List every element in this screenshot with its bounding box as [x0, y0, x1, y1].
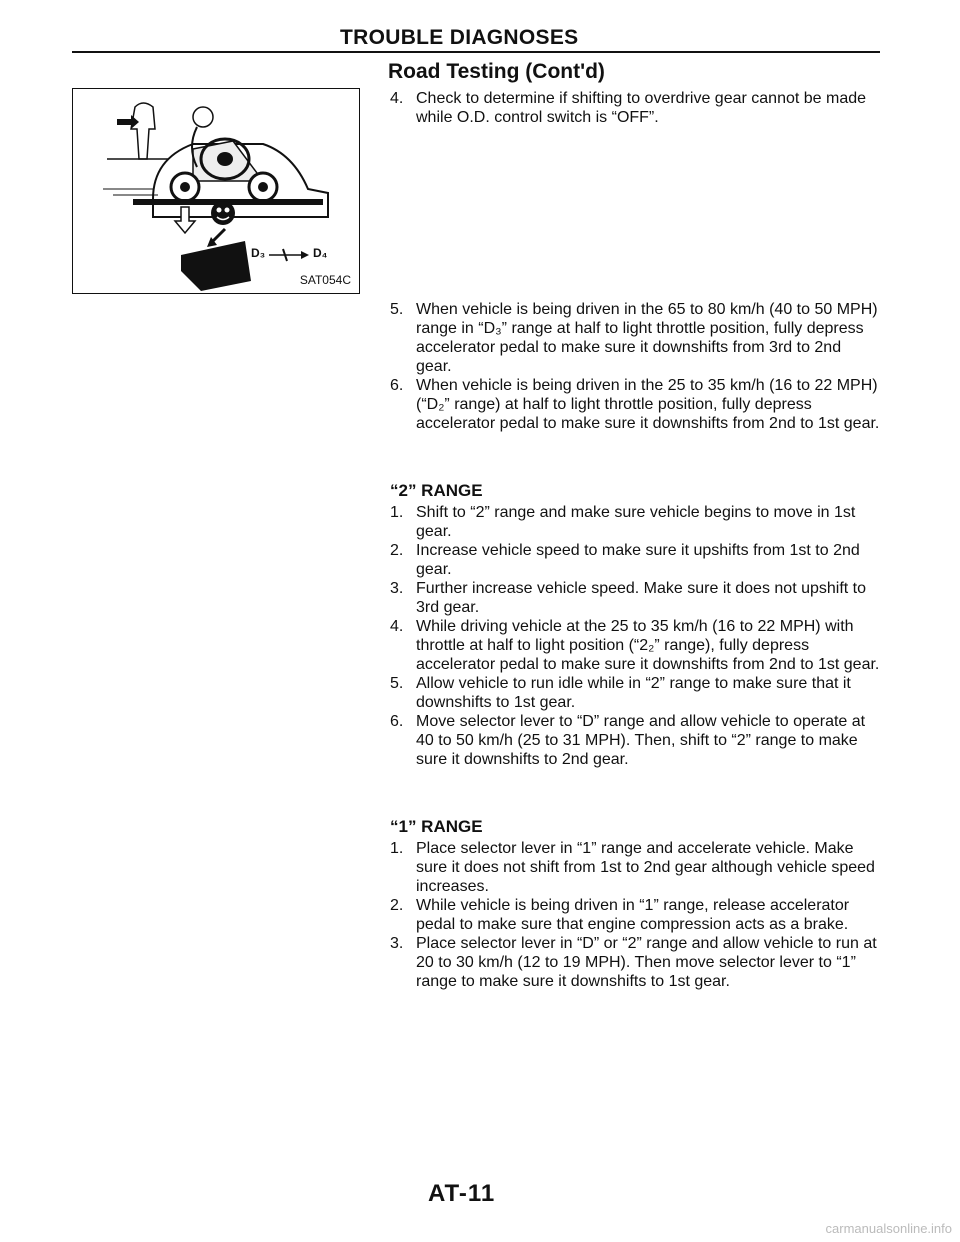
item-text: Allow vehicle to run idle while in “2” range to make sure that it downshifts to 1st gear. — [416, 675, 851, 711]
figure-label-d4: D₄ — [313, 246, 328, 260]
list-item — [390, 896, 880, 934]
range-2-heading: “2” RANGE — [390, 481, 483, 500]
list-item — [390, 579, 880, 617]
item-number: 4. — [390, 618, 404, 635]
item-text: When vehicle is being driven in the 25 to 35 km/h (16 to 22 MPH) (“D₂” range) at half to light throttle position, fully depress accelerator pedal to make sure it downshifts from 2nd to 1st gear. — [416, 377, 880, 432]
car-overdrive-switch-illustration-icon — [73, 89, 361, 295]
d-range-list — [390, 300, 880, 433]
item-number: 5. — [390, 301, 404, 318]
figure-box — [72, 88, 360, 294]
page-number: AT-11 — [428, 1180, 496, 1207]
item-text: Check to determine if shifting to overdrive gear cannot be made while O.D. control switch is “OFF”. — [416, 90, 867, 126]
list-item — [390, 376, 880, 433]
list-item — [390, 617, 880, 674]
item-text: When vehicle is being driven in the 65 to 80 km/h (40 to 50 MPH) range in “D₃” range at half to light throttle position, fully depress accelerator pedal to make sure it downshifts from 3rd to 2nd gear. — [416, 301, 878, 375]
item-number: 4. — [390, 90, 404, 107]
item-text: Shift to “2” range and make sure vehicle begins to move in 1st gear. — [416, 504, 856, 540]
item-text: While driving vehicle at the 25 to 35 km/h (16 to 22 MPH) with throttle at half to light position (“2₂” range), fully depress accelerator pedal to make sure it downshifts from 2nd to 1st gear. — [416, 618, 880, 673]
item-text: Place selector lever in “D” or “2” range and allow vehicle to run at 20 to 30 km/h (12 to 19 MPH). Then move selector lever to “1” range to make sure it downshifts to 1st gear. — [416, 935, 877, 990]
intro-list — [390, 89, 880, 127]
item-number: 2. — [390, 542, 404, 559]
item-text: While vehicle is being driven in “1” range, release accelerator pedal to make sure that engine compression acts as a brake. — [416, 897, 850, 933]
item-number: 5. — [390, 675, 404, 692]
item-number: 3. — [390, 935, 404, 952]
list-item — [390, 541, 880, 579]
list-item — [390, 839, 880, 896]
section-title: Road Testing (Cont'd) — [388, 60, 605, 83]
range-2-list — [390, 503, 880, 769]
range-1-heading: “1” RANGE — [390, 817, 483, 836]
item-text: Place selector lever in “1” range and accelerate vehicle. Make sure it does not shift from 1st to 2nd gear although vehicle speed increases. — [416, 840, 875, 895]
item-text: Further increase vehicle speed. Make sure it does not upshift to 3rd gear. — [416, 580, 867, 616]
figure-label-d3: D₃ — [251, 246, 266, 260]
watermark: carmanualsonline.info — [825, 1221, 952, 1236]
item-number: 6. — [390, 377, 404, 394]
item-number: 6. — [390, 713, 404, 730]
item-number: 1. — [390, 504, 404, 521]
header-rule — [72, 51, 880, 53]
item-text: Increase vehicle speed to make sure it upshifts from 1st to 2nd gear. — [416, 542, 860, 578]
item-number: 1. — [390, 840, 404, 857]
list-item — [390, 300, 880, 376]
list-item — [390, 89, 880, 127]
list-item — [390, 503, 880, 541]
list-item — [390, 934, 880, 991]
item-text: Move selector lever to “D” range and allow vehicle to operate at 40 to 50 km/h (25 to 31 MPH). Then, shift to “2” range to make sure it downshifts to 2nd gear. — [416, 713, 866, 768]
list-item — [390, 712, 880, 769]
figure-code: SAT054C — [299, 273, 351, 287]
page-header-title: TROUBLE DIAGNOSES — [340, 26, 579, 49]
item-number: 3. — [390, 580, 404, 597]
item-number: 2. — [390, 897, 404, 914]
range-1-list — [390, 839, 880, 991]
list-item — [390, 674, 880, 712]
